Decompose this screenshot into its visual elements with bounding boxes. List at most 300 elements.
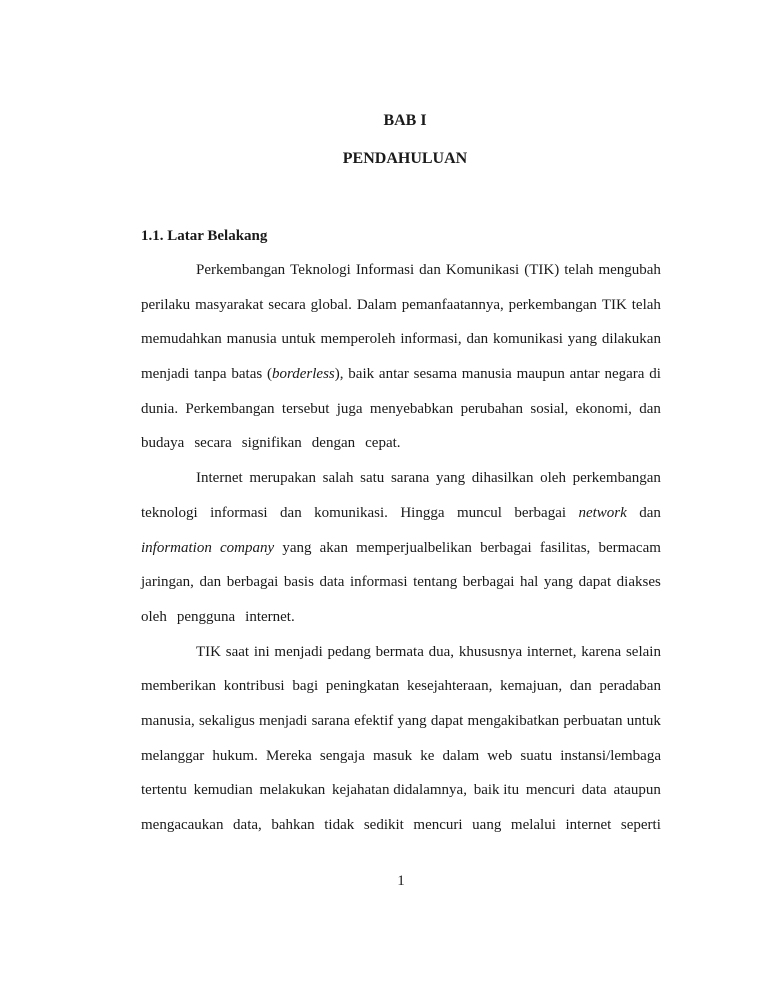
word-text: memperoleh: [320, 331, 396, 348]
paragraph-word: [429, 644, 454, 679]
word-text: secara: [268, 296, 306, 313]
paragraph-word: [626, 644, 661, 679]
paragraph-word: [249, 470, 316, 505]
word-text: bermacam: [598, 539, 661, 556]
word-text: menjadi: [274, 643, 323, 660]
paragraph-word: [196, 262, 285, 297]
paragraph-word: [267, 366, 344, 401]
paragraph-word: [323, 470, 354, 505]
paragraph-word: [560, 748, 661, 783]
word-text: khususnya: [458, 643, 523, 660]
paragraph-word: [350, 574, 408, 609]
paragraph-word: [141, 817, 223, 852]
paragraph-word: [459, 644, 522, 679]
paragraph-word: [598, 262, 660, 297]
paragraph-word: [461, 401, 523, 436]
paragraph-word: [194, 782, 253, 817]
paragraph-word: [177, 609, 240, 644]
word-text: sekaligus: [198, 712, 255, 729]
paragraph-word: [268, 297, 305, 332]
paragraph-line: [141, 540, 661, 575]
paragraph-word: [320, 748, 365, 783]
word-text: menjadi: [259, 712, 308, 729]
paragraph-word: [254, 644, 270, 679]
paragraph-word: [220, 540, 274, 575]
paragraph-word: [227, 331, 277, 366]
word-text: secara: [194, 435, 232, 452]
word-text: yang: [282, 539, 312, 556]
paragraph-word: [514, 505, 566, 540]
chapter-title: PENDAHULUAN: [342, 150, 468, 167]
paragraph-word: [500, 678, 562, 713]
word-text: tidak: [324, 817, 355, 833]
paragraph-word: [282, 331, 316, 366]
word-text: dihasilkan: [471, 470, 534, 487]
paragraph-word: [414, 366, 457, 401]
paragraph-word: [468, 713, 560, 748]
paragraph-word: [379, 366, 409, 401]
word-text: pedang: [327, 643, 371, 660]
word-text: fasilitas,: [539, 539, 591, 556]
word-text: global.: [310, 296, 352, 313]
word-text: manusia,: [141, 712, 195, 729]
word-text: instansi/lembaga: [560, 747, 661, 764]
word-text: sarana: [390, 470, 430, 487]
word-text: dan: [280, 504, 302, 521]
word-text: Komunikasi: [445, 262, 520, 278]
paragraph-word: [245, 609, 300, 644]
paragraph-word: [639, 401, 661, 436]
word-text: tanpa: [194, 366, 227, 383]
paragraph-word: [354, 713, 393, 748]
paragraph-word: [472, 470, 534, 505]
paragraph-word: [141, 748, 204, 783]
paragraph-word: [195, 297, 263, 332]
paragraph-word: [284, 574, 314, 609]
paragraph-line: [141, 366, 661, 401]
paragraph-word: [617, 574, 661, 609]
word-text: melanggar: [141, 747, 205, 764]
word-text: internet,: [526, 643, 577, 660]
word-text: mencuri: [525, 782, 575, 799]
word-text: dan: [466, 331, 489, 348]
paragraph-line: [141, 678, 661, 713]
paragraph-word: [391, 470, 429, 505]
paragraph-line: [141, 505, 661, 540]
word-text: informasi,: [400, 331, 462, 348]
word-text: yang: [435, 470, 466, 487]
word-text: dan: [569, 678, 592, 695]
paragraph-word: [582, 782, 607, 817]
word-text: kontribusi: [223, 678, 285, 695]
paragraph-word: [266, 748, 312, 783]
section-heading: 1.1. Latar Belakang: [141, 228, 268, 244]
word-text: antar: [569, 366, 600, 383]
paragraph-word: [649, 366, 661, 401]
word-text: perilaku: [141, 296, 191, 313]
word-text: menjadi: [141, 366, 190, 383]
word-text: bermata: [375, 643, 424, 660]
word-text: muncul: [456, 504, 502, 521]
word-text: sesama: [413, 366, 457, 383]
paragraph-word: [280, 505, 302, 540]
word-text: bagi: [292, 678, 319, 695]
paragraph-word: [332, 782, 467, 817]
paragraph-word: [356, 262, 414, 297]
paragraph-word: [402, 297, 504, 332]
word-text: seperti: [620, 817, 661, 833]
word-text: dunia.: [141, 400, 179, 417]
paragraph-word: [493, 331, 563, 366]
word-text: dua,: [428, 643, 455, 660]
paragraph-word: [194, 366, 226, 401]
word-text: untuk: [626, 712, 661, 729]
paragraph-word: [226, 644, 249, 679]
paragraph-word: [141, 401, 178, 436]
paragraph-word: [413, 817, 462, 852]
word-text: mengakibatkan: [467, 712, 560, 729]
word-text: memudahkan: [141, 331, 222, 348]
paragraph-word: [544, 574, 573, 609]
paragraph-line: [141, 331, 661, 366]
word-text: diakses: [616, 574, 661, 591]
paragraph-word: [517, 366, 565, 401]
paragraph-word: [314, 505, 388, 540]
word-text: Hingga: [400, 504, 445, 521]
word-text: perkembangan: [508, 296, 597, 313]
italic-term: information: [141, 539, 212, 556]
word-text: informasi: [210, 504, 268, 521]
word-text: data,: [233, 817, 262, 833]
paragraph-word: [231, 366, 262, 401]
word-text: saat: [225, 643, 250, 660]
word-text: antar: [378, 366, 409, 383]
paragraph-word: [282, 401, 329, 436]
word-text: dan: [639, 504, 661, 521]
paragraph-word: [312, 713, 350, 748]
word-text: salah: [322, 470, 354, 487]
word-text: perbuatan: [563, 712, 623, 729]
paragraph-word: [604, 366, 644, 401]
word-text: teknologi: [141, 504, 198, 521]
body-text: [141, 262, 661, 852]
paragraph-word: [326, 678, 399, 713]
word-text: oleh: [141, 608, 167, 625]
paragraph-word: [141, 297, 190, 332]
paragraph-word: [274, 644, 322, 679]
paragraph-word: [141, 574, 194, 609]
word-text: sengaja: [319, 747, 365, 764]
italic-term: network: [578, 504, 627, 521]
paragraph-word: [509, 297, 597, 332]
paragraph-word: [565, 817, 611, 852]
paragraph-word: [576, 401, 632, 436]
paragraph-word: [348, 366, 374, 401]
word-text: melalui: [510, 817, 556, 833]
paragraph-word: [407, 678, 492, 713]
word-text: jaringan,: [141, 574, 194, 591]
paragraph-word: [259, 782, 325, 817]
word-text: peningkatan: [325, 678, 400, 695]
word-text: komunikasi.: [314, 504, 388, 521]
word-text: juga: [336, 400, 363, 417]
word-text: budaya: [141, 435, 185, 452]
word-text: dan: [419, 262, 441, 278]
paragraph-word: [185, 401, 274, 436]
word-text: sosial,: [530, 400, 569, 417]
paragraph-word: [511, 817, 556, 852]
paragraph-word: [419, 262, 441, 297]
paragraph-word: [563, 713, 622, 748]
paragraph-word: [141, 782, 187, 817]
paragraph-word: [141, 505, 198, 540]
paragraph-word: [520, 574, 538, 609]
paragraph-word: [292, 678, 318, 713]
word-text: sarana: [311, 712, 350, 729]
italic-term: borderless: [271, 366, 335, 383]
paragraph-word: [141, 331, 222, 366]
word-text: Dalam: [356, 296, 397, 313]
word-text: telah: [631, 296, 661, 313]
word-text: ataupun: [613, 782, 661, 799]
word-text: kemajuan,: [500, 678, 563, 695]
paragraph-word: [141, 609, 172, 644]
word-text: bahkan: [271, 817, 315, 833]
word-text: yang: [397, 712, 427, 729]
word-text: kesejahteraan,: [406, 678, 493, 695]
word-text: melakukan: [259, 782, 326, 799]
word-text: Informasi: [355, 262, 415, 278]
paragraph-word: [570, 366, 600, 401]
paragraph-word: [370, 401, 453, 436]
word-text: selain: [625, 643, 661, 660]
paragraph-word: [639, 505, 661, 540]
paragraph-line: [141, 644, 661, 679]
word-text: (: [266, 366, 272, 383]
paragraph-word: [242, 435, 307, 470]
paragraph-word: [578, 505, 626, 540]
paragraph-word: [564, 262, 593, 297]
word-text: menyebabkan: [369, 400, 454, 417]
word-text: yang: [567, 331, 597, 348]
paragraph-word: [632, 297, 661, 332]
paragraph-line: [141, 435, 661, 470]
word-text: masuk: [372, 747, 413, 764]
word-text: Perkembangan: [185, 400, 275, 417]
word-text: mengacaukan: [141, 817, 224, 833]
word-text: akan: [319, 539, 348, 556]
paragraph-word: [540, 540, 590, 575]
word-text: baik itu: [473, 782, 520, 799]
paragraph-word: [579, 574, 611, 609]
word-text: mengubah: [598, 262, 661, 278]
paragraph-line: [141, 470, 661, 505]
paragraph-word: [319, 574, 344, 609]
paragraph-word: [271, 817, 314, 852]
paragraph-word: [357, 297, 397, 332]
word-text: maupun: [516, 366, 565, 383]
paragraph-word: [431, 713, 463, 748]
word-text: tertentu: [141, 782, 187, 799]
word-text: perkembangan: [572, 470, 661, 487]
word-text: berbagai: [514, 504, 567, 521]
word-text: dilakukan: [601, 331, 661, 348]
paragraph-word: [141, 713, 195, 748]
word-text: batas: [231, 366, 263, 383]
word-text: signifikan: [241, 435, 302, 452]
word-text: berbagai: [462, 574, 515, 591]
word-text: kejahatan didalamnya,: [332, 782, 467, 799]
paragraph-word: [413, 574, 457, 609]
word-text: dalam: [442, 747, 480, 764]
word-text: dapat: [578, 574, 612, 591]
word-text: internet: [565, 817, 612, 833]
word-text: ),: [334, 366, 344, 383]
word-text: merupakan: [249, 470, 316, 487]
paragraph-word: [420, 748, 434, 783]
paragraph-word: [320, 540, 348, 575]
paragraph-word: [527, 644, 577, 679]
paragraph-word: [212, 748, 257, 783]
paragraph-word: [457, 505, 502, 540]
page-number: 1: [397, 873, 405, 889]
paragraph-word: [141, 540, 212, 575]
word-text: di: [649, 366, 661, 383]
paragraph-word: [324, 817, 354, 852]
paragraph-word: [337, 401, 363, 436]
paragraph-word: [365, 435, 405, 470]
word-text: informasi: [350, 574, 408, 591]
paragraph-word: [194, 435, 236, 470]
paragraph-word: [141, 366, 189, 401]
word-text: data: [319, 574, 345, 591]
word-text: kemudian: [193, 782, 253, 799]
word-text: Mereka: [265, 747, 312, 764]
paragraph-word: [568, 331, 597, 366]
word-text: dapat: [430, 712, 464, 729]
word-text: web: [487, 747, 513, 764]
paragraph-line: [141, 713, 661, 748]
paragraph-word: [290, 262, 351, 297]
word-text: TIK: [601, 296, 627, 313]
word-text: Perkembangan: [196, 262, 286, 278]
paragraph-word: [602, 331, 661, 366]
word-text: satu: [360, 470, 385, 487]
word-text: dengan: [311, 435, 356, 452]
paragraph-word: [599, 678, 661, 713]
paragraph-word: [540, 470, 566, 505]
paragraph-word: [530, 401, 568, 436]
paragraph-word: [364, 817, 404, 852]
word-text: pemanfaatannya,: [401, 296, 504, 313]
word-text: TIK: [196, 643, 221, 660]
paragraph-word: [311, 297, 352, 332]
word-text: yang: [543, 574, 574, 591]
word-text: sedikit: [363, 817, 404, 833]
paragraph-word: [581, 644, 621, 679]
word-text: hal: [520, 574, 539, 591]
word-text: untuk: [281, 331, 316, 348]
paragraph-line: [141, 262, 661, 297]
paragraph-word: [328, 644, 371, 679]
word-text: dan: [639, 400, 661, 417]
paragraph-word: [199, 713, 255, 748]
paragraph-word: [233, 817, 262, 852]
word-text: telah: [564, 262, 594, 278]
word-text: tentang: [413, 574, 458, 591]
paragraph-word: [227, 574, 279, 609]
word-text: internet.: [245, 608, 295, 625]
paragraph-line: [141, 297, 661, 332]
word-text: ekonomi,: [575, 400, 632, 417]
chapter-number: BAB I: [383, 112, 427, 129]
paragraph-word: [210, 505, 268, 540]
paragraph-line: [141, 782, 661, 817]
word-text: baik: [348, 366, 375, 383]
paragraph-word: [312, 435, 360, 470]
word-text: data: [581, 782, 607, 799]
paragraph-word: [443, 748, 480, 783]
paragraph-word: [524, 262, 559, 297]
paragraph-word: [199, 574, 221, 609]
paragraph-word: [472, 817, 501, 852]
word-text: masyarakat: [195, 296, 264, 313]
word-text: cepat.: [365, 435, 401, 452]
paragraph-word: [141, 435, 189, 470]
paragraph-word: [463, 574, 515, 609]
paragraph-word: [376, 644, 424, 679]
paragraph-word: [356, 540, 472, 575]
word-text: memberikan: [141, 678, 216, 695]
word-text: mencuri: [413, 817, 463, 833]
word-text: memperjualbelikan: [356, 539, 472, 556]
paragraph-word: [259, 713, 307, 748]
paragraph-word: [627, 713, 661, 748]
word-text: uang: [472, 817, 502, 833]
paragraph-word: [436, 470, 465, 505]
paragraph-word: [224, 678, 285, 713]
paragraph-word: [487, 748, 512, 783]
paragraph-word: [196, 644, 221, 679]
paragraph-line: [141, 401, 661, 436]
paragraph-word: [400, 331, 461, 366]
word-text: manusia: [461, 366, 512, 383]
paragraph-word: [196, 470, 243, 505]
paragraph-word: [321, 331, 396, 366]
word-text: peradaban: [599, 678, 661, 695]
word-text: Teknologi: [290, 262, 351, 278]
paragraph-word: [526, 782, 575, 817]
word-text: negara: [604, 366, 645, 383]
paragraph-line: [141, 817, 661, 852]
word-text: basis: [283, 574, 314, 591]
paragraph-word: [573, 470, 661, 505]
word-text: karena: [581, 643, 622, 660]
word-text: berbagai: [480, 539, 532, 556]
paragraph-word: [373, 748, 412, 783]
word-text: ini: [253, 643, 270, 660]
paragraph-line: [141, 574, 661, 609]
word-text: berbagai: [226, 574, 279, 591]
word-text: suatu: [520, 747, 553, 764]
word-text: perubahan: [460, 400, 524, 417]
paragraph-word: [397, 713, 426, 748]
word-text: pengguna: [176, 608, 236, 625]
paragraph-word: [141, 678, 216, 713]
word-text: tersebut: [281, 400, 330, 417]
paragraph-word: [474, 782, 519, 817]
word-text: efektif: [354, 712, 394, 729]
